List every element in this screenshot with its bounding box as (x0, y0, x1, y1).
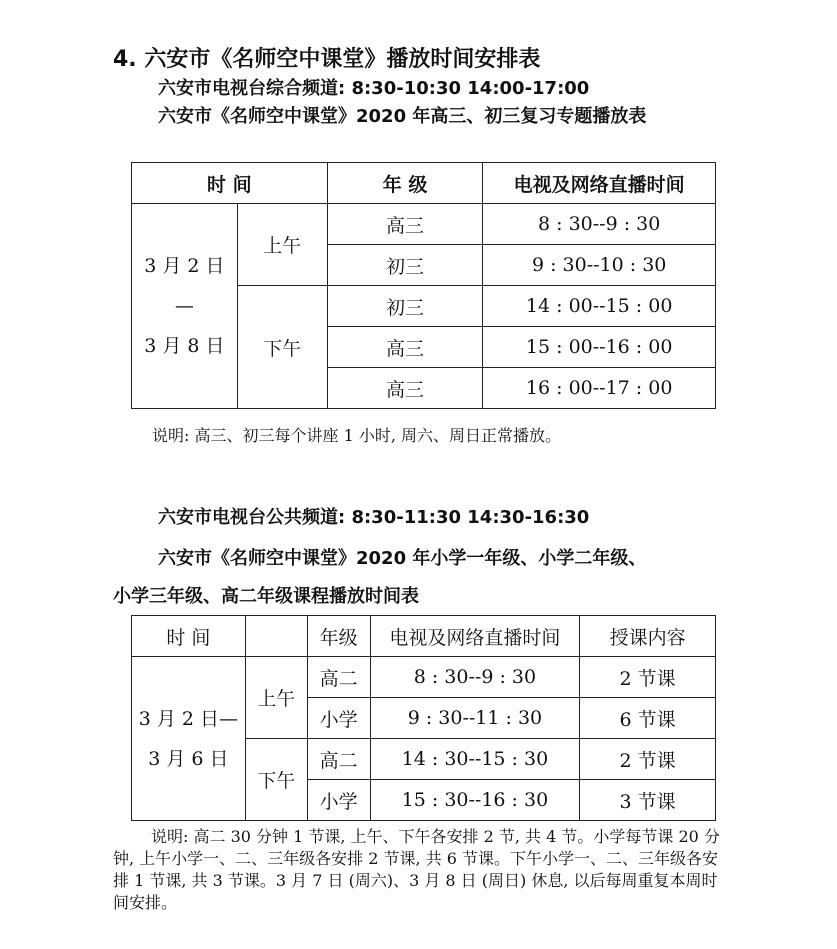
am-cell: 上午 (237, 204, 327, 286)
date-start: 3 月 2 日 (144, 255, 225, 277)
grade-cell: 初三 (327, 286, 483, 327)
header-blank (245, 616, 307, 657)
date-range-cell (132, 657, 246, 821)
table-row (132, 657, 716, 698)
content-cell: 2 节课 (580, 657, 716, 698)
time-cell: 16 : 00--17 : 00 (483, 368, 716, 409)
channel1-line: 六安市电视台综合频道: 8:30-10:30 14:00-17:00 (158, 78, 590, 99)
content-cell: 6 节课 (580, 698, 716, 739)
schedule-table-1 (131, 162, 716, 409)
table2-note: 说明: 高二 30 分钟 1 节课, 上午、下午各安排 2 节, 共 4 节。小学每节课 20 分钟, 上午小学一、二、三年级各安排 2 节课, 共 6 节课。下午小学一、二、三年级各安排 1 节课, 共 3 节课。3 月 7 日 (周六)、3 月 8 日 (周日) 休息, 以后每周重复本周时间安排。 (113, 827, 720, 912)
content-cell: 3 节课 (580, 780, 716, 821)
table-header-row (132, 163, 716, 204)
grade-cell: 高三 (327, 327, 483, 368)
time-cell: 15 : 00--16 : 00 (483, 327, 716, 368)
date-dash: — (174, 295, 194, 317)
header-grade: 年 级 (327, 163, 483, 204)
grade-cell: 高二 (307, 657, 370, 698)
grade-cell: 小学 (307, 698, 370, 739)
time-cell: 15 : 30--16 : 30 (370, 780, 580, 821)
header-broadcast-time: 电视及网络直播时间 (483, 163, 716, 204)
pm-cell: 下午 (237, 286, 327, 409)
schedule-table-2 (131, 615, 716, 821)
table1-note: 说明: 高三、初三每个讲座 1 小时, 周六、周日正常播放。 (152, 426, 562, 445)
grade-cell: 高二 (307, 739, 370, 780)
grade-cell: 高三 (327, 204, 483, 245)
table1-title: 六安市《名师空中课堂》2020 年高三、初三复习专题播放表 (158, 106, 647, 127)
header-content: 授课内容 (580, 616, 716, 657)
time-cell: 14 : 30--15 : 30 (370, 739, 580, 780)
time-cell: 9 : 30--11 : 30 (370, 698, 580, 739)
time-cell: 8 : 30--9 : 30 (370, 657, 580, 698)
header-broadcast-time: 电视及网络直播时间 (370, 616, 580, 657)
table2-title-line1: 六安市《名师空中课堂》2020 年小学一年级、小学二年级、 (158, 548, 647, 569)
table-row (132, 204, 716, 245)
am-cell: 上午 (245, 657, 307, 739)
grade-cell: 高三 (327, 368, 483, 409)
content-cell: 2 节课 (580, 739, 716, 780)
channel2-line: 六安市电视台公共频道: 8:30-11:30 14:30-16:30 (158, 507, 590, 528)
date-range-cell (132, 204, 238, 409)
header-time: 时 间 (132, 616, 246, 657)
grade-cell: 初三 (327, 245, 483, 286)
table-header-row (132, 616, 716, 657)
time-cell: 14 : 00--15 : 00 (483, 286, 716, 327)
table2-title-line2: 小学三年级、高二年级课程播放时间表 (113, 586, 419, 607)
header-time: 时 间 (132, 163, 328, 204)
section1-title: 4. 六安市《名师空中课堂》播放时间安排表 (113, 47, 541, 72)
pm-cell: 下午 (245, 739, 307, 821)
grade-cell: 小学 (307, 780, 370, 821)
date-end: 3 月 6 日 (148, 747, 229, 770)
time-cell: 8 : 30--9 : 30 (483, 204, 716, 245)
header-grade: 年级 (307, 616, 370, 657)
date-start: 3 月 2 日— (138, 707, 239, 730)
time-cell: 9 : 30--10 : 30 (483, 245, 716, 286)
date-end: 3 月 8 日 (144, 335, 225, 357)
